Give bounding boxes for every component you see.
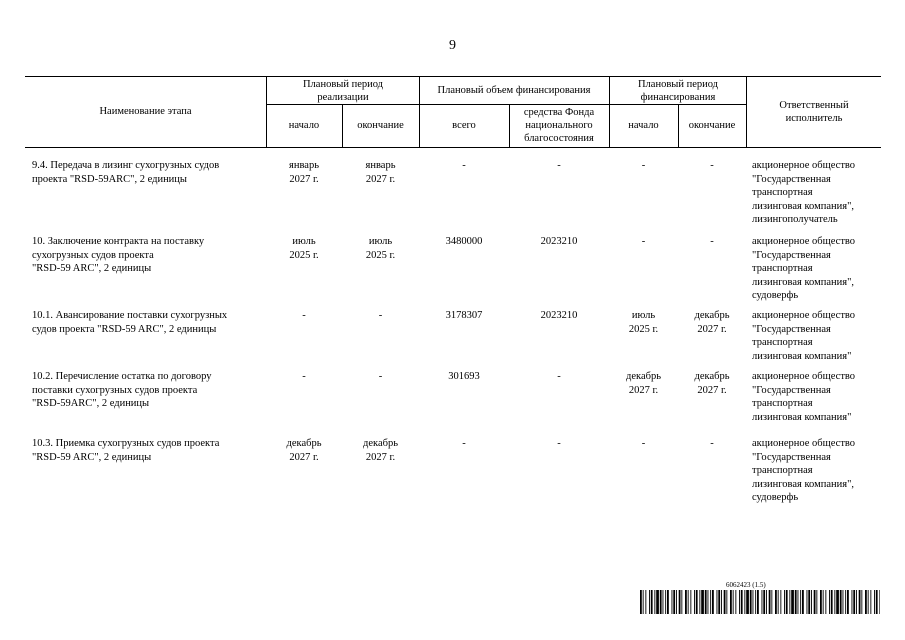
responsible: акционерное общество "Государственная транспортная лизинговая компания", судоверфь bbox=[752, 438, 856, 503]
header-stage-name: Наименование этапа bbox=[99, 106, 192, 117]
financing-fund: - bbox=[557, 438, 561, 449]
financing-total: 3178307 bbox=[445, 310, 483, 321]
header-fin-start: начало bbox=[628, 120, 659, 131]
col-divider bbox=[509, 104, 510, 147]
financing-total: 3480000 bbox=[445, 236, 483, 247]
header-bottom-border bbox=[25, 147, 881, 148]
fin-end: декабрь 2027 г. bbox=[694, 371, 730, 396]
fin-start: - bbox=[641, 236, 646, 247]
fin-end: - bbox=[710, 438, 714, 449]
stage-name: 10.3. Приемка сухогрузных судов проекта "RSD-59 ARC", 2 единицы bbox=[32, 438, 220, 463]
financing-fund: - bbox=[557, 160, 561, 171]
barcode-number: 6062423 (1.5) bbox=[726, 581, 766, 589]
responsible: акционерное общество "Государственная транспортная лизинговая компания", судоверфь bbox=[752, 236, 856, 301]
financing-fund: 2023210 bbox=[540, 236, 578, 247]
fin-end: - bbox=[710, 160, 714, 171]
fin-start: июль 2025 г. bbox=[628, 310, 659, 335]
header-responsible: Ответственный исполнитель bbox=[779, 99, 849, 124]
header-fin-end: окончание bbox=[688, 120, 736, 131]
impl-start: июль 2025 г. bbox=[289, 236, 319, 261]
stage-name: 10. Заключение контракта на поставку сухогрузных судов проекта "RSD-59 ARC", 2 единицы bbox=[32, 236, 205, 274]
impl-end: - bbox=[378, 310, 383, 321]
page-number: 9 bbox=[449, 38, 456, 53]
impl-end: декабрь 2027 г. bbox=[363, 438, 398, 463]
fin-end: декабрь 2027 г. bbox=[694, 310, 730, 335]
impl-start: декабрь 2027 г. bbox=[286, 438, 322, 463]
impl-start: - bbox=[302, 371, 306, 382]
impl-end: январь 2027 г. bbox=[365, 160, 396, 185]
header-fin-period: Плановый период финансирования bbox=[637, 78, 719, 103]
financing-total: - bbox=[462, 438, 466, 449]
fin-start: - bbox=[641, 160, 646, 171]
impl-end: июль 2025 г. bbox=[365, 236, 396, 261]
header-financing-volume: Плановый объем финансирования bbox=[437, 85, 591, 96]
col-divider bbox=[746, 76, 747, 147]
financing-fund: - bbox=[557, 371, 561, 382]
financing-total: 301693 bbox=[448, 371, 480, 382]
impl-start: январь 2027 г. bbox=[289, 160, 319, 185]
financing-total: - bbox=[462, 160, 466, 171]
fin-start: - bbox=[641, 438, 646, 449]
financing-fund: 2023210 bbox=[540, 310, 578, 321]
fin-start: декабрь 2027 г. bbox=[626, 371, 661, 396]
impl-end: - bbox=[378, 371, 383, 382]
stage-name: 10.1. Авансирование поставки сухогрузных судов проекта "RSD-59 ARC", 2 единицы bbox=[32, 310, 228, 335]
header-total: всего bbox=[452, 120, 476, 131]
fin-end: - bbox=[710, 236, 714, 247]
stage-name: 9.4. Передача в лизинг сухогрузных судов проекта "RSD-59ARC", 2 единицы bbox=[32, 160, 220, 185]
responsible: акционерное общество "Государственная транспортная лизинговая компания" bbox=[752, 371, 856, 423]
impl-start: - bbox=[302, 310, 306, 321]
responsible: акционерное общество "Государственная транспортная лизинговая компания", лизингополучатель bbox=[752, 160, 856, 225]
stage-name: 10.2. Перечисление остатка по договору поставки сухогрузных судов проекта "RSD-59ARC", 2 единицы bbox=[32, 371, 212, 409]
barcode-icon bbox=[640, 590, 880, 614]
header-impl-start: начало bbox=[288, 120, 320, 131]
responsible: акционерное общество "Государственная транспортная лизинговая компания" bbox=[752, 310, 856, 362]
header-fund: средства Фонда национального благосостояния bbox=[523, 107, 595, 144]
header-impl-period: Плановый период реализации bbox=[302, 78, 384, 103]
header-impl-end: окончание bbox=[357, 120, 404, 131]
